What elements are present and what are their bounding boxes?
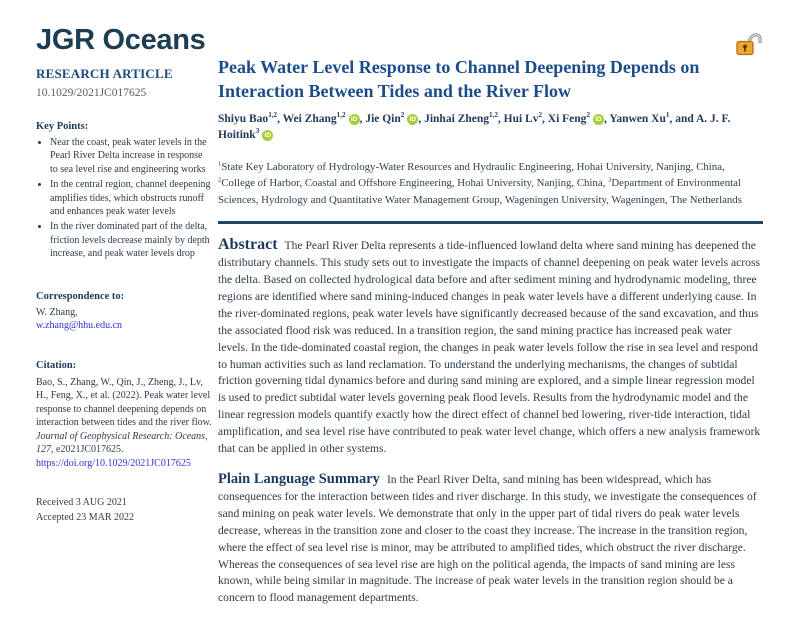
correspondence-heading: Correspondence to: <box>36 290 125 302</box>
key-point-item: • In the central region, channel deepening amplifies tides, which obstructs runoff and enhances peak water levels <box>50 178 212 218</box>
affiliations-line <box>218 159 763 208</box>
author-name: Wei Zhang <box>282 113 337 125</box>
abstract-text: The Pearl River Delta represents a tide-influenced lowland delta where sand mining has deepened the distributary channels. This study sets out to investigate the impacts of channel deepening on peak water levels across the delta. Based on collected hydrological data before and after sediment mining and hydrodynamic modeling, three regions are identified where sand mining-induced changes in peak water levels have a different underlying cause. In the river-dominated regions, peak water levels have significantly decreased because of the sand excavation, and thus the associated flood risk was reduced. In a transition region, the sand mining practice has increased peak water levels. In the tide-dominated coastal region, the changes in peak water levels follow the rise in sea level and respond to human activities such as land reclamation. To understand the underlying mechanisms, the changes of subtidal friction governing tidal dynamics before and during sand mining are explored, and a simple linear regression model is used to predict subtidal water levels governing peak flood levels. Results from the hydrodynamic model and the linear regression models quantify exactly how the direct effect of channel bed lowering, river-tide interaction, tidal amplification, and sea level rise have contributed to peak water level change, which offers a new analysis framework that can be applied in other systems. <box>218 239 761 456</box>
affiliation-text: College of Harbor, Coastal and Offshore Engineering, Hohai University, Nanjing, China, <box>221 177 609 190</box>
main-column <box>218 56 763 618</box>
citation-text-lead: Bao, S., Zhang, W., Qin, J., Zheng, J., Lv, H., Feng, X., et al. (2022). Peak water level response to channel deepening depends on interaction between tides and the river flow. <box>36 376 212 429</box>
citation-doi-link[interactable]: https://doi.org/10.1029/2021JC017625 <box>36 457 191 469</box>
author-name: Jie Qin <box>365 113 401 125</box>
plain-language-summary-text: In the Pearl River Delta, sand mining has been widespread, which has consequences for the interaction between tides and river discharge. In this study, we investigate the consequences of sand mining on peak water levels. We demonstrate that only in the upper part of tidal rivers do peak water levels decrease, whereas in the transition zone and closer to the coast they increase. The increase in the transition region, where the effect of sea level rise is minor, may be attributed to amplified tides, which obstruct the river discharge. Whereas the consequences of sea level rise are high on the political agenda, the impacts of sand mining are less known, while being similar in magnitude. The increase of peak water levels in the transition region should be a concern to flood management departments. <box>218 473 757 605</box>
affiliation-sup: 1 <box>218 160 222 168</box>
author-affiliation-sup: 1,2 <box>268 111 278 120</box>
author-affiliation-sup: 2 <box>400 111 405 120</box>
accepted-date: Accepted 23 MAR 2022 <box>36 511 135 523</box>
citation-heading: Citation: <box>36 359 77 371</box>
journal-logo: JGR Oceans <box>36 24 206 56</box>
key-points-heading: Key Points: <box>36 121 89 132</box>
orcid-icon[interactable]: iD <box>262 130 273 141</box>
key-points-section <box>36 121 212 261</box>
author-affiliation-sup: 1,2 <box>488 111 498 120</box>
citation-journal-italic: Journal of Geophysical Research: Oceans, 127 <box>36 430 208 456</box>
plain-language-summary-heading: Plain Language Summary <box>218 471 380 487</box>
orcid-icon[interactable]: iD <box>349 114 360 125</box>
author-name: Xi Feng <box>547 113 587 125</box>
author-name: Shiyu Bao <box>218 113 269 125</box>
article-type-label: RESEARCH ARTICLE <box>36 66 173 81</box>
author-affiliation-sup: 3 <box>255 126 260 135</box>
page-title: Peak Water Level Response to Channel Deepening Depends on Interaction Between Tides and the River Flow <box>218 57 700 101</box>
citation-section <box>36 360 212 471</box>
author-name: and A. J. F. Hoitink <box>218 113 731 141</box>
abstract-heading: Abstract <box>218 236 278 254</box>
authors-line: Shiyu Bao$^{1,2}$, Wei Zhang$^{1,2}$iD , Jie Qin$^2$iD , Jinhai Zheng$^{1,2}$, Hui Lv$^2$, Xi Feng$^2$iD , Yanwen Xu$^1$, and A. J. F. Hoitink$^3$iD <box>218 111 731 141</box>
key-point-item: • Near the coast, peak water levels in the Pearl River Delta increase in response to sea level rise and engineering works <box>50 136 212 176</box>
key-point-item: • In the river dominated part of the delta, friction levels decrease mainly by depth increase, and peak water levels drop <box>50 220 212 260</box>
author-name: Yanwen Xu <box>609 113 666 125</box>
citation-text-tail: , e2021JC017625. <box>51 444 124 456</box>
history-dates <box>36 496 212 525</box>
correspondence-section <box>36 291 212 333</box>
sidebar <box>36 66 212 525</box>
orcid-icon[interactable]: iD <box>407 114 418 125</box>
citation-text <box>36 376 212 471</box>
correspondence-name: W. Zhang, <box>36 306 78 318</box>
key-points-list <box>36 136 212 261</box>
affiliation-text: State Key Laboratory of Hydrology-Water Resources and Hydraulic Engineering, Hohai University, Nanjing, China, <box>221 161 725 173</box>
abstract-paragraph <box>218 237 763 458</box>
author-affiliation-sup: 1 <box>665 111 670 120</box>
author-affiliation-sup: 2 <box>538 111 543 120</box>
correspondence-email-link[interactable]: w.zhang@hhu.edu.cn <box>36 320 123 332</box>
orcid-icon[interactable]: iD <box>593 114 604 125</box>
plain-language-summary-paragraph <box>218 471 763 607</box>
section-rule-top <box>218 221 763 224</box>
author-name: Hui Lv <box>503 113 539 125</box>
received-date: Received 3 AUG 2021 <box>36 497 127 509</box>
author-affiliation-sup: 1,2 <box>336 111 346 120</box>
author-affiliation-sup: 2 <box>586 111 590 120</box>
affiliation-sup: 3 <box>608 176 612 184</box>
author-name: Jinhai Zheng <box>424 113 489 125</box>
affiliation-text: Department of Environmental Sciences, Hydrology and Quantitative Water Management Group, Wageningen University, Wageningen, The Netherlands <box>218 177 742 206</box>
doi-label: 10.1029/2021JC017625 <box>36 87 147 99</box>
affiliation-sup: 2 <box>218 176 222 184</box>
